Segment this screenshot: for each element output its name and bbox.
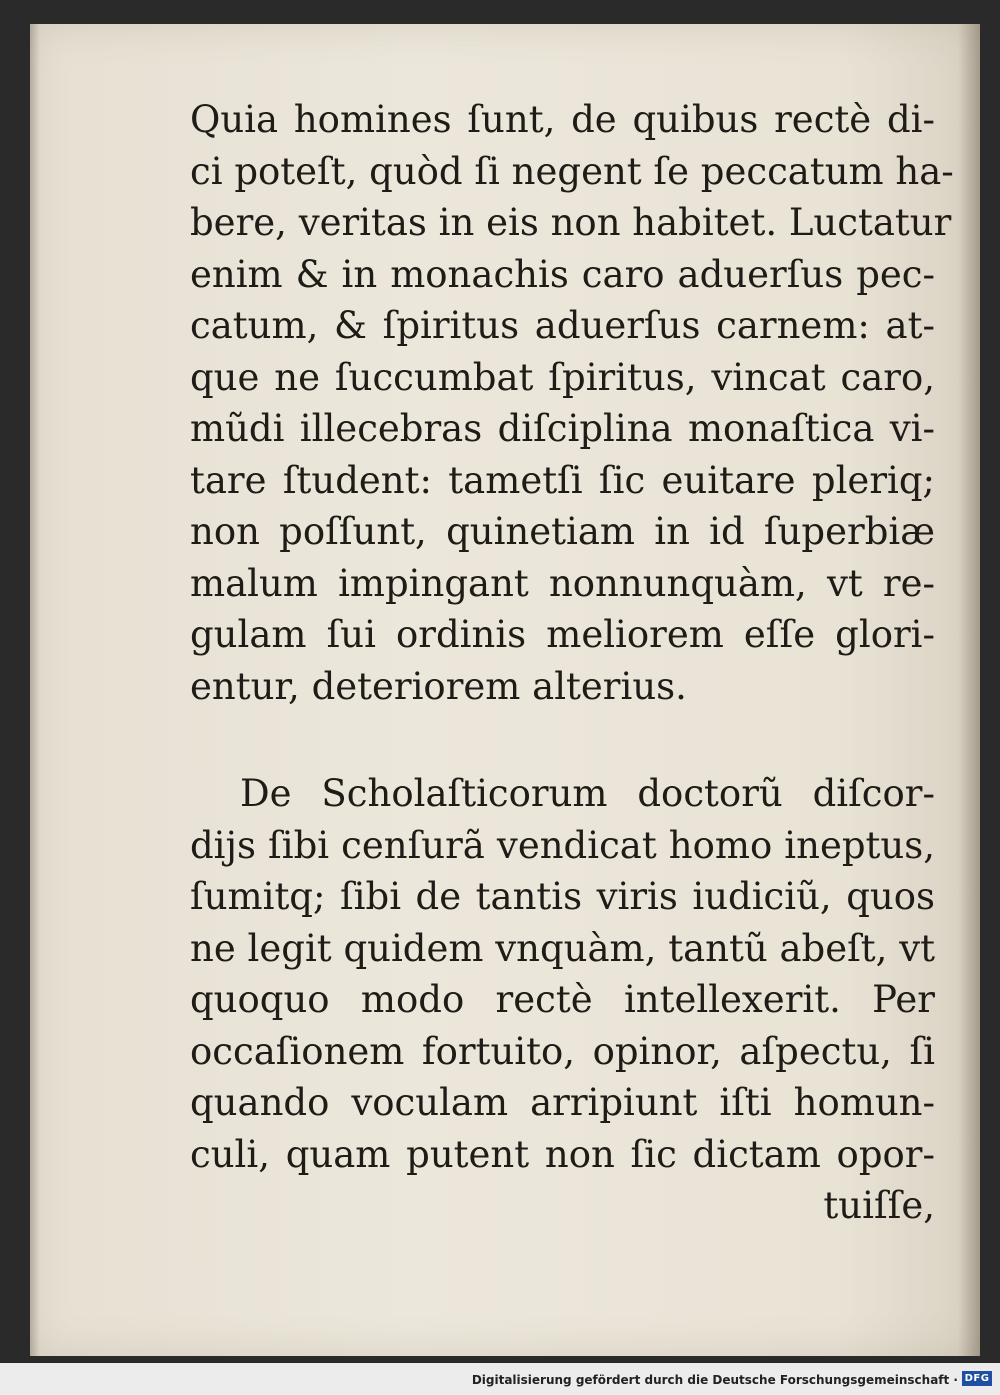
text-line: gulam ſui ordinis meliorem eſſe glori- [190,613,935,656]
text-line: que ne ſuccumbat ſpiritus, vincat caro, [190,355,935,399]
text-line: ſumitq; ſibi de tantis viris iudiciũ, quos [190,875,935,918]
text-line: dijs ſibi cenſurã vendicat homo ineptus, [190,823,935,867]
text-block [190,94,954,1232]
text-line: entur, deteriorem alterius. [190,664,687,708]
text-line: culi, quam putent non ſic dictam opor- [190,1132,935,1176]
text-line: De Scholaſticorum doctorũ diſcor- [240,772,935,815]
text-line: enim & in monachis caro aduerſus pec- [190,252,935,296]
paragraph-gap [190,712,935,768]
text-line: non poſſunt, quinetiam in id ſuperbiæ [190,510,935,553]
text-line: Quia homines ſunt, de quibus rectè di- [190,98,935,141]
text-line: quoquo modo rectè intellexerit. Per [190,978,935,1021]
funding-credit: Digitalisierung gefördert durch die Deutsche Forschungsgemeinschaft · [471,1373,958,1387]
text-line: catum, & ſpiritus aduerſus carnem: at- [190,304,935,347]
page-edge-shadow [958,24,980,1356]
page-gutter-shadow [30,24,40,1356]
text-line: malum impingant nonnunquàm, vt re- [190,561,935,605]
paragraph-2 [190,768,935,1180]
paragraph-1 [190,94,954,712]
text-line: quando voculam arripiunt iſti homun- [190,1081,935,1124]
catchword: tuiſſe, [823,1184,935,1227]
text-line: tare ſtudent: tametſi ſic euitare pleriq; [190,458,935,502]
dfg-logo-icon[interactable]: DFG [962,1371,992,1386]
text-line: mũdi illecebras diſciplina monaſtica vi- [190,407,935,450]
text-line: bere, veritas in eis non habitet. Luctatur [190,201,952,244]
footer-bar [0,1363,1000,1395]
book-page [30,24,980,1356]
text-line: ne legit quidem vnquàm, tantũ abeſt, vt [190,926,935,970]
text-line: occaſionem fortuito, opinor, aſpectu, ſi [190,1029,935,1073]
text-line: ci poteſt, quòd ſi negent ſe peccatum ha- [190,149,954,193]
